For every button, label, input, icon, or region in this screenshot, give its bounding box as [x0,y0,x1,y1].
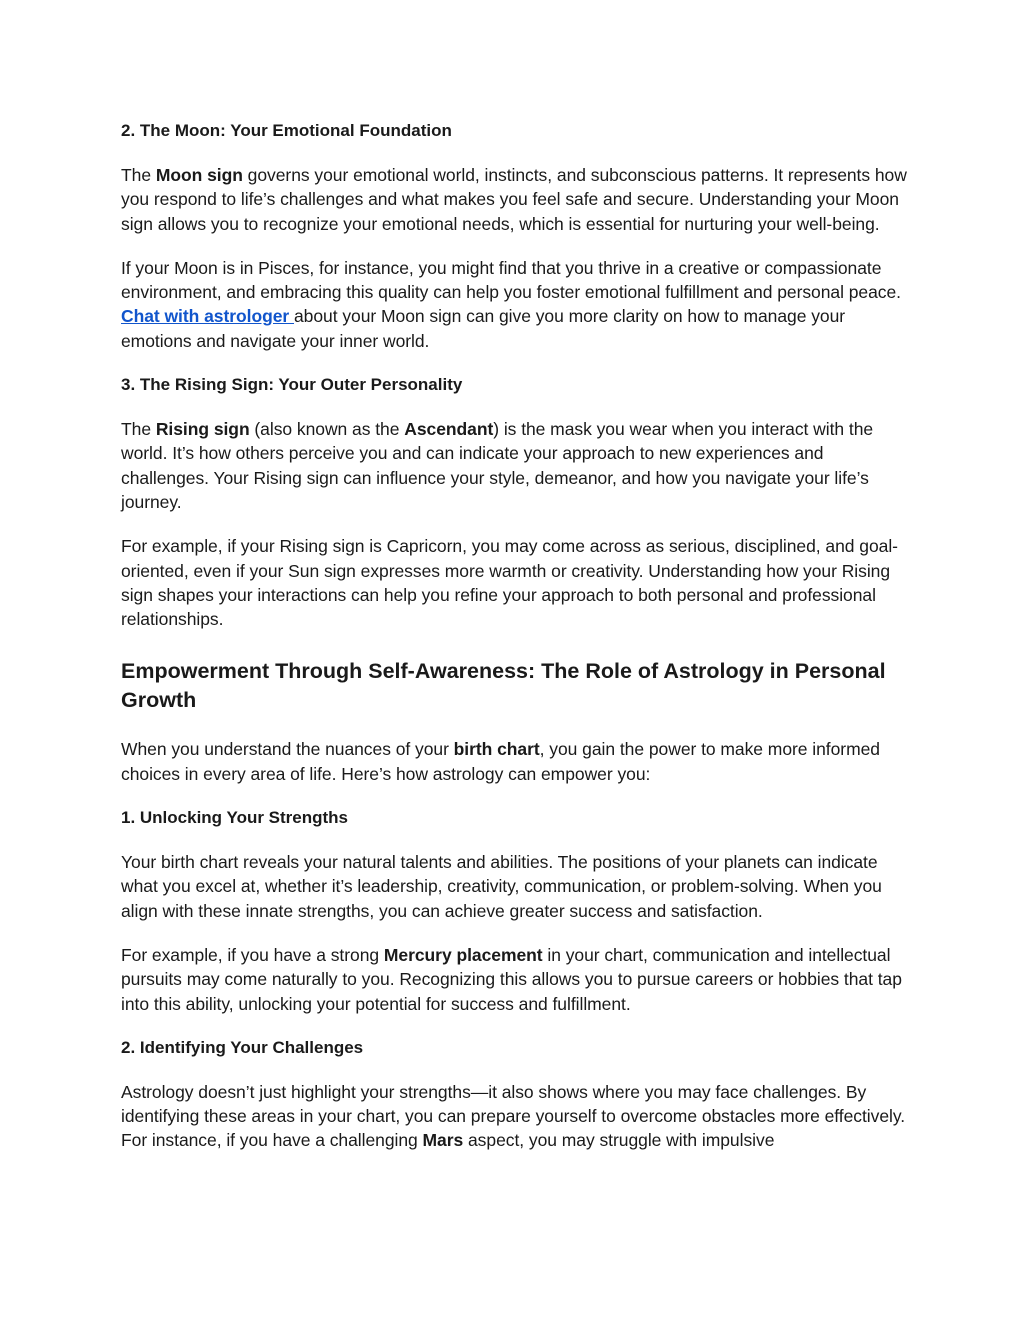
strengths-paragraph-2 [121,943,911,1016]
bold-term: Moon sign [155,165,243,185]
challenges-paragraph-1 [121,1080,911,1153]
bold-term: Rising sign [155,419,250,440]
text-run: ) is the mask you wear when you interact with the world. It’s how others perceive you and can indicate your approach to new experiences and challenges. Your Rising sign can influence your style, demeanor, and how you navigate your life’s journey. [121,419,874,512]
rising-heading: 3. The Rising Sign: Your Outer Personality [121,375,463,395]
strengths-heading: 1. Unlocking Your Strengths [121,808,349,828]
moon-heading: 2. The Moon: Your Emotional Foundation [121,121,452,140]
text-run: governs your emotional world, instincts, and subconscious patterns. It represents how you respond to life’s challenges and what makes you feel safe and secure. Understanding your Moon sign allows you to recognize your emotional needs, which is essential for nurturing your well-being. [121,165,907,234]
strengths-paragraph-1: Your birth chart reveals your natural talents and abilities. The positions of your planets can indicate what you excel at, whether it’s leadership, creativity, communication, or problem-solving. When you align with these innate strengths, you can achieve greater success and satisfaction. [121,852,882,921]
document-page [121,119,911,1153]
text-run: Astrology doesn’t just highlight your strengths—it also shows where you may face challenges. By identifying these areas in your chart, you can prepare yourself to overcome obstacles more effectively. For instance, if you have a challenging [121,1081,906,1151]
bold-term: Mars [422,1130,464,1151]
moon-paragraph-2 [121,256,911,353]
moon-paragraph-1 [121,163,911,236]
rising-paragraph-1 [121,417,911,514]
empowerment-intro [121,737,911,786]
text-run: The [121,165,156,185]
text-run: in your chart, communication and intellectual pursuits may come naturally to you. Recognizing this allows you to pursue careers or hobbies that tap into this ability, unlocking your potential for success and fulfillment. [121,944,902,1014]
bold-term: Mercury placement [383,944,543,965]
text-run: aspect, you may struggle with impulsive [463,1130,775,1151]
challenges-heading: 2. Identifying Your Challenges [121,1037,364,1057]
text-run: When you understand the nuances of your [121,739,454,760]
text-run: For example, if you have a strong [121,944,384,965]
text-run: , you gain the power to make more informed choices in every area of life. Here’s how astrology can empower you: [121,739,880,784]
text-run: (also known as the [249,419,405,440]
text-run: If your Moon is in Pisces, for instance, you might find that you thrive in a creative or compassionate environment, and embracing this quality can help you foster emotional fulfillment and personal peace. [121,257,901,303]
empowerment-heading: Empowerment Through Self-Awareness: The Role of Astrology in Personal Growth [121,659,886,713]
rising-paragraph-2: For example, if your Rising sign is Capricorn, you may come across as serious, disciplined, and goal-oriented, even if your Sun sign expresses more warmth or creativity. Understanding how your Rising sign shapes your interactions can help you refine your approach to both personal and professional relationships. [121,536,898,630]
text-run: about your Moon sign can give you more clarity on how to manage your emotions and navigate your inner world. [121,306,846,351]
bold-term: birth chart [453,739,540,760]
chat-with-astrologer-link[interactable]: Chat with astrologer [121,306,294,327]
bold-term: Ascendant [404,419,494,440]
text-run: The [121,419,156,440]
